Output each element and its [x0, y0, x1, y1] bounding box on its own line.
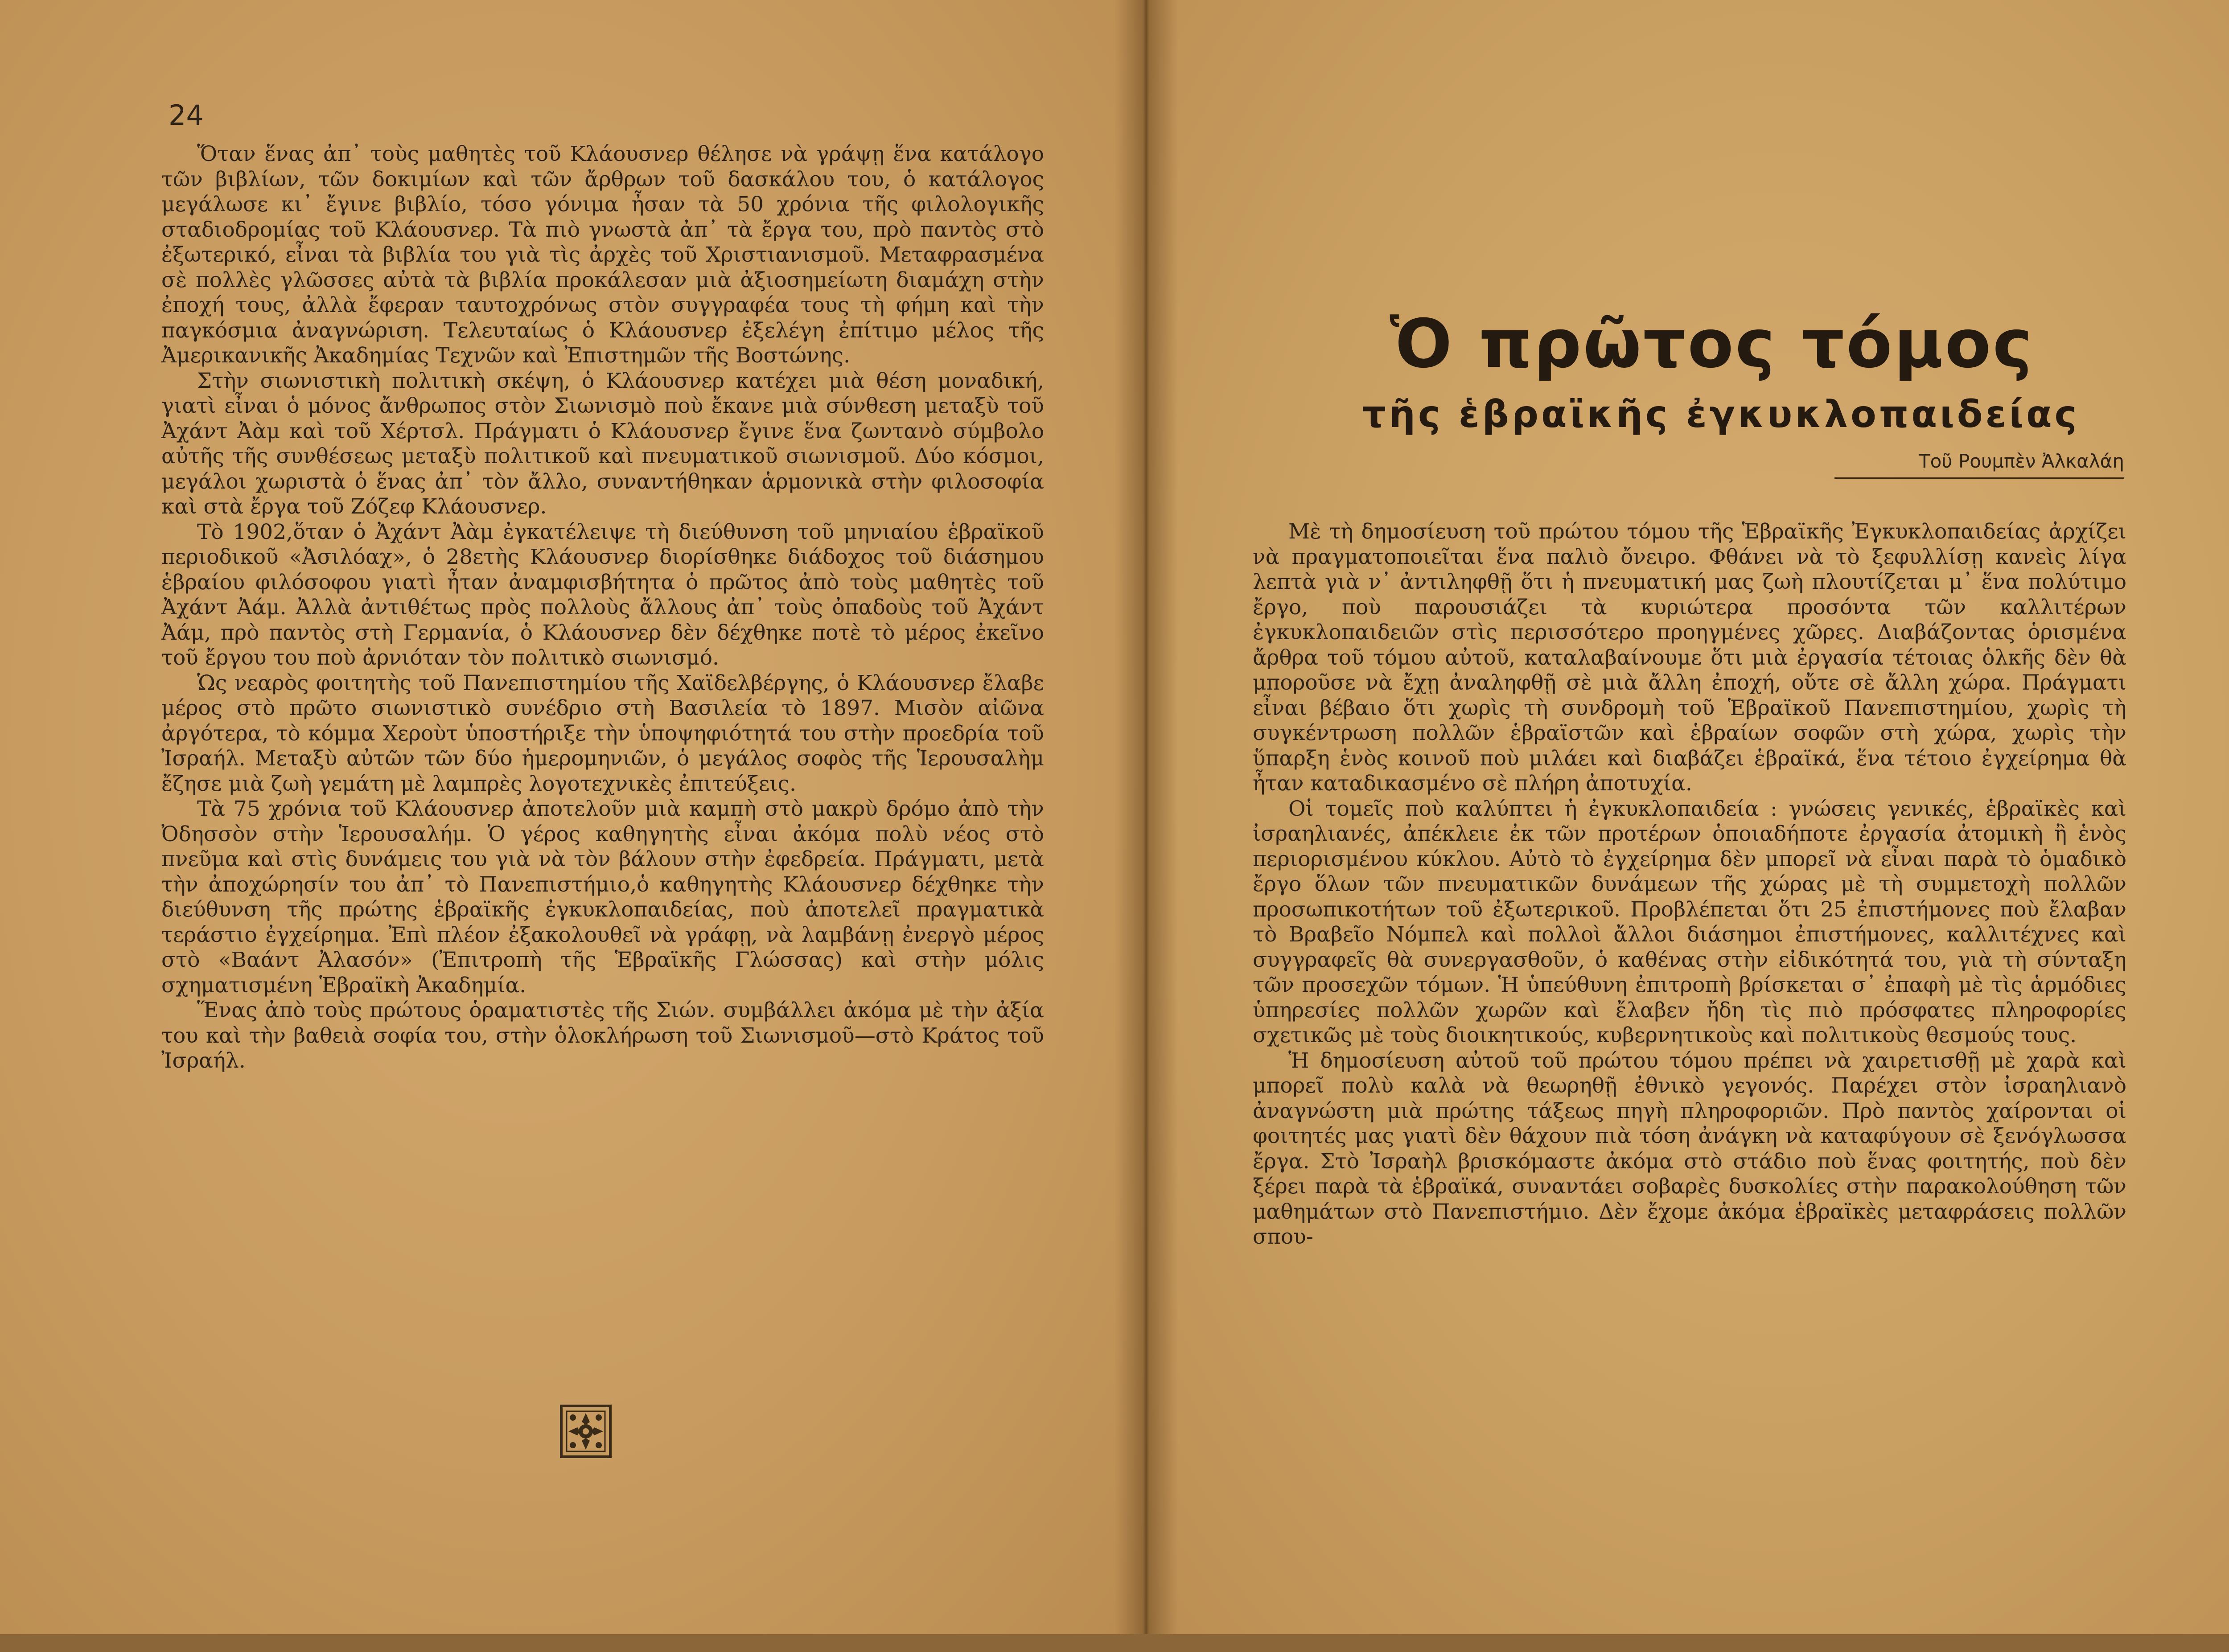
article-title: Ὁ πρῶτος τόμος [1390, 305, 2034, 383]
paragraph: Ἡ δημοσίευση αὐτοῦ τοῦ πρώτου τόμου πρέπει νὰ χαιρετισθῇ μὲ χαρὰ καὶ μπορεῖ πολὺ καλὰ νὰ θεωρηθῇ ἐθνικὸ γεγονός. Παρέχει στὸν ἰσραηλιανὸ ἀναγνώστη μιὰ πρώτης τάξεως πηγὴ πληροφοριῶν. Πρὸ παντὸς χαίρονται οἱ φοιτητές μας γιατὶ δὲν θάχουν πιὰ τόση ἀνάγκη νὰ καταφύγουν σὲ ξενόγλωσσα ἔργα. Στὸ Ἰσραὴλ βρισκόμαστε ἀκόμα στὸ στάδιο ποὺ ἕνας φοιτητής, ποὺ δὲν ξέρει παρὰ τὰ ἑβραϊκά, συναντάει σοβαρὲς δυσκολίες στὴν παρακολούθηση τῶν μαθημάτων στὸ Πανεπιστήμιο. Δὲν ἔχομε ἀκόμα ἑβραϊκὲς μεταφράσεις πολλῶν σπου- [1253, 1048, 2126, 1249]
paragraph: Στὴν σιωνιστικὴ πολιτικὴ σκέψη, ὁ Κλάουσνερ κατέχει μιὰ θέση μοναδική, γιατὶ εἶναι ὁ μόνος ἄνθρωπος στὸν Σιωνισμὸ ποὺ ἔκανε μιὰ σύνθεση μεταξὺ τοῦ Ἀχάντ Ἀὰμ καὶ τοῦ Χέρτσλ. Πράγματι ὁ Κλάουσνερ ἔγινε ἕνα ζωντανὸ σύμβολο αὐτῆς τῆς συνθέσεως μεταξὺ πολιτικοῦ καὶ πνευματικοῦ σιωνισμοῦ. Δύο κόσμοι, μεγάλοι χωριστὰ ὁ ἕνας ἀπ᾿ τὸν ἄλλο, συναντήθηκαν ἁρμονικὰ στὴν φιλοσοφία καὶ στὰ ἔργα τοῦ Ζόζεφ Κλάουσνερ. [161, 368, 1044, 519]
paragraph: Ὡς νεαρὸς φοιτητὴς τοῦ Πανεπιστημίου τῆς Χαϊδελβέργης, ὁ Κλάουσνερ ἔλαβε μέρος στὸ πρῶτο σιωνιστικὸ συνέδριο στὴ Βασιλεία τὸ 1897. Μισὸν αἰῶνα ἀργότερα, τὸ κόμμα Χεροὺτ ὑποστήριξε τὴν ὑποψηφιότητά του στὴν προεδρία τοῦ Ἰσραήλ. Μεταξὺ αὐτῶν τῶν δύο ἡμερομηνιῶν, ὁ μεγάλος σοφὸς τῆς Ἱερουσαλὴμ ἔζησε μιὰ ζωὴ γεμάτη μὲ λαμπρὲς λογοτεχνικὲς ἐπιτεύξεις. [161, 670, 1044, 796]
page-number: 24 [169, 99, 204, 132]
article-subtitle: τῆς ἑβραϊκῆς ἐγκυκλοπαιδείας [1362, 392, 2080, 436]
floral-ornament-icon [559, 1404, 612, 1459]
page-bottom-edge [0, 1634, 2229, 1652]
book-gutter [1114, 0, 1178, 1652]
article-author: Τοῦ Ρουμπὲν Ἀλκαλάη [1918, 450, 2124, 472]
paragraph: Τὰ 75 χρόνια τοῦ Κλάουσνερ ἀποτελοῦν μιὰ καμπὴ στὸ μακρὺ δρόμο ἀπὸ τὴν Ὀδησσὸν στὴν Ἱερουσαλήμ. Ὁ γέρος καθηγητὴς εἶναι ἀκόμα πολὺ νέος στὸ πνεῦμα καὶ στὶς δυνάμεις του γιὰ νὰ τὸν βάλουν στὴν ἐφεδρεία. Πράγματι, μετὰ τὴν ἀποχώρησίν του ἀπ᾿ τὸ Πανεπιστήμιο,ὁ καθηγητὴς Κλάουσνερ δέχθηκε τὴν διεύθυνση τῆς πρώτης ἑβραϊκῆς ἐγκυκλοπαιδείας, ποὺ ἀποτελεῖ πραγματικὰ τεράστιο ἐγχείρημα. Ἐπὶ πλέον ἐξακολουθεῖ νὰ γράφῃ, νὰ λαμβάνῃ ἐνεργὸ μέρος στὸ «Βαάντ Ἀλασόν» (Ἐπιτροπὴ τῆς Ἑβραϊκῆς Γλώσσας) καὶ στὴν μόλις σχηματισμένη Ἑβραϊκὴ Ἀκαδημία. [161, 797, 1044, 998]
author-underline [1834, 477, 2124, 479]
right-article-body [1253, 519, 2126, 1250]
paragraph: Τὸ 1902,ὅταν ὁ Ἀχάντ Ἀὰμ ἐγκατέλειψε τὴ διεύθυνση τοῦ μηνιαίου ἑβραϊκοῦ περιοδικοῦ «Ἀσιλόαχ», ὁ 28ετὴς Κλάουσνερ διορίσθηκε διάδοχος τοῦ διάσημου ἑβραίου φιλόσοφου γιατὶ ἦταν ἀναμφισβήτητα ὁ πρῶτος ἀπὸ τοὺς μαθητὲς τοῦ Ἀχάντ Ἀάμ. Ἀλλὰ ἀντιθέτως πρὸς πολλοὺς ἄλλους ἀπ᾿ τοὺς ὀπαδοὺς τοῦ Ἀχάντ Ἀάμ, πρὸ παντὸς στὴ Γερμανία, ὁ Κλάουσνερ δὲν δέχθηκε ποτὲ τὸ μέρος ἐκεῖνο τοῦ ἔργου του ποὺ ἀρνιόταν τὸν πολιτικὸ σιωνισμό. [161, 519, 1044, 670]
paragraph: Οἱ τομεῖς ποὺ καλύπτει ἡ ἐγκυκλοπαιδεία : γνώσεις γενικές, ἑβραϊκὲς καὶ ἰσραηλιανές, ἀπέκλειε ἐκ τῶν προτέρων ὁποιαδήποτε ἐργασία ἀτομικὴ ἢ ἑνὸς περιορισμένου κύκλου. Αὐτὸ τὸ ἐγχείρημα δὲν μπορεῖ νὰ εἶναι παρὰ τὸ ὁμαδικὸ ἔργο ὅλων τῶν πνευματικῶν δυνάμεων τῆς χώρας μὲ τὴ συμμετοχὴ πολλῶν προσωπικοτήτων τοῦ ἐξωτερικοῦ. Προβλέπεται ὅτι 25 ἐπιστήμονες ποὺ ἔλαβαν τὸ Βραβεῖο Νόμπελ καὶ πολλοὶ ἄλλοι διάσημοι ἐπιστήμονες, καλλιτέχνες καὶ συγγραφεῖς θὰ συνεργασθοῦν, ὁ καθένας στὴν εἰδικότητά του, γιὰ τὴ σύνταξη τῶν προσεχῶν τόμων. Ἡ ὑπεύθυνη ἐπιτροπὴ βρίσκεται σ᾿ ἐπαφὴ μὲ τὶς ἁρμόδιες ὑπηρεσίες πολλῶν χωρῶν καὶ ἔλαβεν ἤδη τὶς πιὸ πρόσφατες πληροφορίες σχετικῶς μὲ τοὺς διοικητικούς, κυβερνητικοὺς καὶ πολιτικοὺς θεσμούς τους. [1253, 796, 2126, 1048]
paragraph: Μὲ τὴ δημοσίευση τοῦ πρώτου τόμου τῆς Ἑβραϊκῆς Ἐγκυκλοπαιδείας ἀρχίζει νὰ πραγματοποιεῖται ἕνα παλιὸ ὄνειρο. Φθάνει νὰ τὸ ξεφυλλίσῃ κανεὶς λίγα λεπτὰ γιὰ ν᾿ ἀντιληφθῇ ὅτι ἡ πνευματική μας ζωὴ πλουτίζεται μ᾿ ἕνα πολύτιμο ἔργο, ποὺ παρουσιάζει τὰ κυριώτερα προσόντα τῶν καλλιτέρων ἐγκυκλοπαιδειῶν στὶς περισσότερο προηγμένες χῶρες. Διαβάζοντας ὁρισμένα ἄρθρα τοῦ τόμου αὐτοῦ, καταλαβαίνουμε ὅτι μιὰ ἐργασία τέτοιας ὁλκῆς δὲν θὰ μποροῦσε νὰ ἔχῃ ἀναληφθῇ σὲ μιὰ ἄλλη ἐποχή, οὔτε σὲ ἄλλη χώρα. Πράγματι εἶναι βέβαιο ὅτι χωρὶς τὴ συνδρομὴ τοῦ Ἑβραϊκοῦ Πανεπιστημίου, χωρὶς τὴ συγκέντρωση πολλῶν ἑβραϊστῶν καὶ ἑβραίων σοφῶν στὴ χώρα, χωρὶς τὴν ὕπαρξη ἑνὸς κοινοῦ ποὺ μιλάει καὶ διαβάζει ἑβραϊκά, ἕνα τέτοιο ἐγχείρημα θὰ ἦταν καταδικασμένο σὲ πλήρη ἀποτυχία. [1253, 519, 2126, 796]
left-article-body [161, 142, 1044, 1074]
paragraph: Ὅταν ἕνας ἀπ᾿ τοὺς μαθητὲς τοῦ Κλάουσνερ θέλησε νὰ γράψῃ ἕνα κατάλογο τῶν βιβλίων, τῶν δοκιμίων καὶ τῶν ἄρθρων τοῦ δασκάλου του, ὁ κατάλογος μεγάλωσε κι᾿ ἔγινε βιβλίο, τόσο γόνιμα ἦσαν τὰ 50 χρόνια τῆς φιλολογικῆς σταδιοδρομίας τοῦ Κλάουσνερ. Τὰ πιὸ γνωστὰ ἀπ᾿ τὰ ἔργα του, πρὸ παντὸς στὸ ἐξωτερικό, εἶναι τὰ βιβλία του γιὰ τὶς ἀρχὲς τοῦ Χριστιανισμοῦ. Μεταφρασμένα σὲ πολλὲς γλῶσσες αὐτὰ τὰ βιβλία προκάλεσαν μιὰ ἀξιοσημείωτη διαμάχη στὴν ἐποχή τους, ἀλλὰ ἔφεραν ταυτοχρόνως στὸν συγγραφέα τους τὴ φήμη καὶ τὴν παγκόσμια ἀναγνώριση. Τελευταίως ὁ Κλάουσνερ ἐξελέγη ἐπίτιμο μέλος τῆς Ἀμερικανικῆς Ἀκαδημίας Τεχνῶν καὶ Ἐπιστημῶν τῆς Βοστώνης. [161, 142, 1044, 368]
paragraph: Ἕνας ἀπὸ τοὺς πρώτους ὁραματιστὲς τῆς Σιών. συμβάλλει ἀκόμα μὲ τὴν ἀξία του καὶ τὴν βαθειὰ σοφία του, στὴν ὁλοκλήρωση τοῦ Σιωνισμοῦ—στὸ Κράτος τοῦ Ἰσραήλ. [161, 998, 1044, 1073]
